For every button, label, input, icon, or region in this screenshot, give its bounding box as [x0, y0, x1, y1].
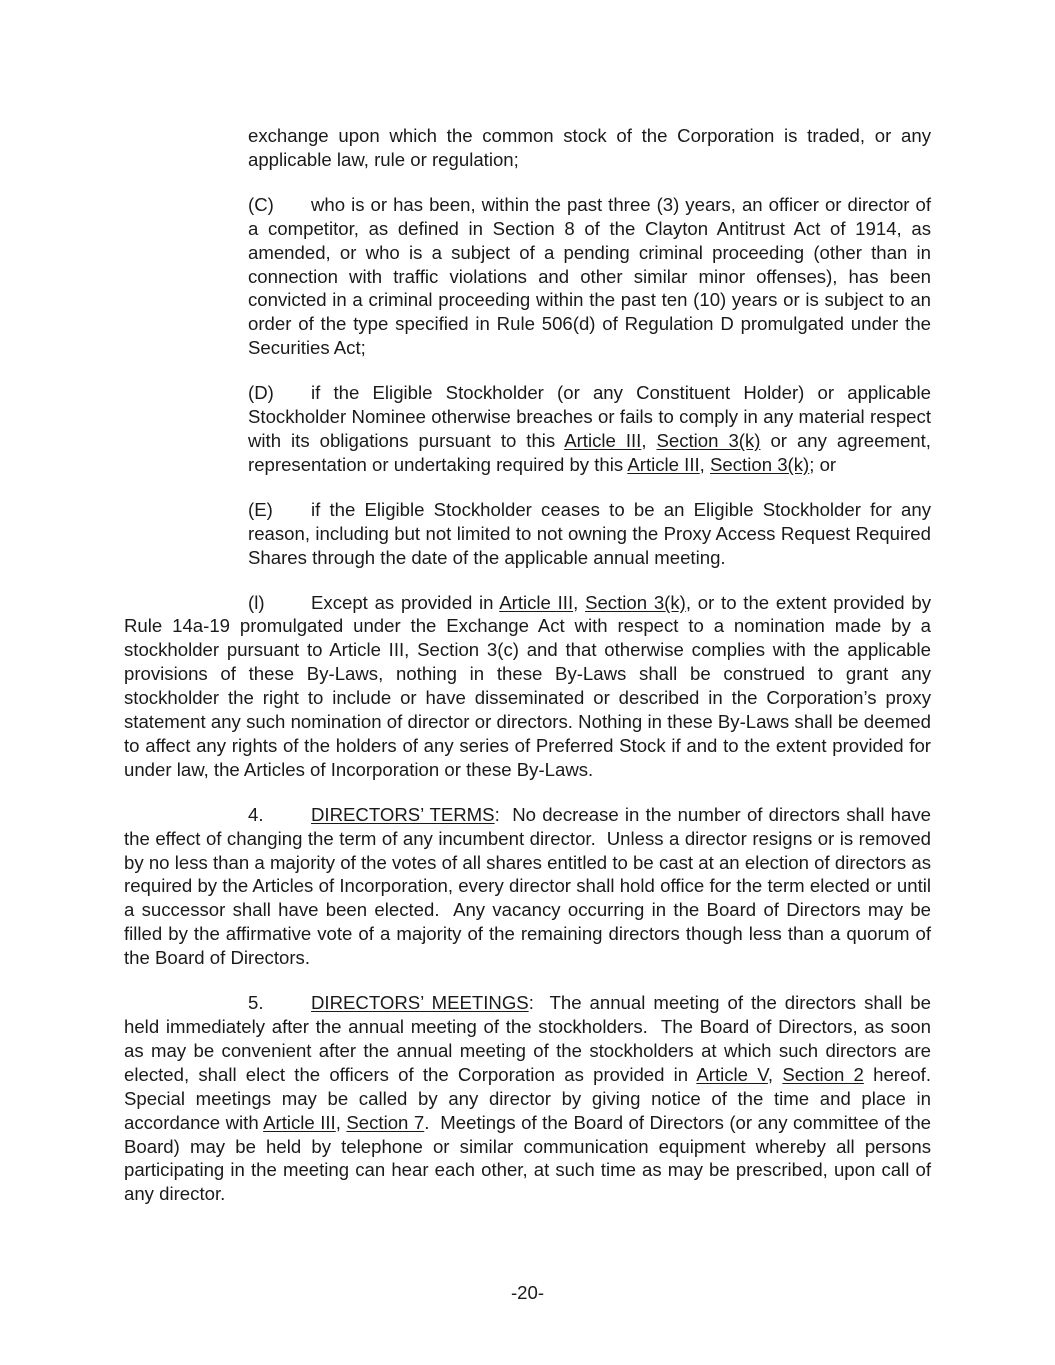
section-4-heading: DIRECTORS’ TERMS: [311, 803, 495, 825]
item-c-text: who is or has been, within the past three (3) years, an officer or director of a competitor, as defined in Section 8 of the Clayton Antitrust Act of 1914, as amended, or who is a subject of a pending criminal proceeding (other than in connection with traffic violations and other similar minor offenses), has been convicted in a criminal proceeding within the past ten (10) years or is subject to an order of the type specified in Rule 506(d) of Regulation D promulgated under the Securities Act;: [248, 193, 931, 359]
paragraph-section-5: [124, 991, 942, 1206]
item-d-text-1: if the Eligible Stockholder (or any Constituent Holder) or applicable Stockholder Nominee otherwise breaches or fails to comply in any material respect with its obligations pursuant to this: [248, 382, 931, 451]
section-5-number: 5.: [248, 992, 264, 1014]
paragraph-item-l: [124, 591, 931, 782]
item-d-section-ref-2[interactable]: Section 3(k): [710, 453, 810, 475]
paragraph-item-c: [248, 193, 931, 360]
document-body: [124, 124, 942, 1227]
item-d-article-ref-2[interactable]: Article III: [627, 453, 700, 475]
item-l-sep: ,: [573, 591, 586, 613]
item-d-sep-1: ,: [641, 429, 657, 451]
item-l-article-ref[interactable]: Article III: [499, 591, 574, 613]
page-number: -20-: [510, 1282, 545, 1303]
paragraph-section-4: [124, 803, 937, 970]
item-d-sep-2: ,: [699, 453, 711, 475]
item-d-section-ref-1[interactable]: Section 3(k): [656, 429, 761, 451]
item-d-label: (D): [248, 382, 274, 404]
paragraph-item-e: [248, 498, 931, 570]
section-4-number: 4.: [248, 803, 264, 825]
section-4-text: No decrease in the number of directors shall have the effect of changing the term of any incumbent director. Unless a director resigns or is removed by no less than a majority of the votes of all shares entitled to be cast at an election of directors as required by the Articles of Incorporation, every director shall hold office for the term elected or until a successor shall have been elected. Any vacancy occurring in the Board of Directors may be filled by the affirmative vote of a majority of the remaining directors though less than a quorum of the Board of Directors.: [124, 803, 937, 969]
section-5-text-1: The annual meeting of the directors shall be held immediately after the annual meeting of the stockholders. The Board of Directors, as soon as may be convenient after the annual meeting of the stockholders at which such directors are elected, shall elect the officers of the Corporation as provided in: [124, 992, 937, 1085]
paragraph-item-d: [248, 381, 931, 477]
section-5-article-ref-2[interactable]: Article III: [263, 1111, 336, 1133]
item-e-text: if the Eligible Stockholder ceases to be an Eligible Stockholder for any reason, including but not limited to not owning the Proxy Access Request Required Shares through the date of the applicable annual meeting.: [248, 498, 931, 568]
item-d-article-ref-1[interactable]: Article III: [564, 429, 642, 451]
section-5-section-ref-2[interactable]: Section 7: [346, 1111, 425, 1133]
section-5-sep-1: ,: [767, 1063, 783, 1085]
item-l-label: (l): [248, 591, 265, 613]
section-5-article-ref-1[interactable]: Article V: [696, 1063, 768, 1085]
section-5-colon: :: [528, 992, 534, 1014]
item-l-text-1: Except as provided in: [311, 591, 500, 613]
section-5-text-2: hereof. Special meetings may be called by any director by giving notice of the time and place in accordance with: [124, 1063, 942, 1133]
section-5-section-ref-1[interactable]: Section 2: [782, 1063, 864, 1085]
section-4-colon: :: [494, 803, 500, 825]
section-5-text-3: . Meetings of the Board of Directors (or any committee of the Board) may be held by telephone or similar communication equipment whereby all persons participating in the meeting can hear each other, at such time as may be prescribed, upon call of any director.: [124, 1111, 937, 1205]
continuation-text: exchange upon which the common stock of the Corporation is traded, or any applicable law, rule or regulation;: [248, 125, 931, 170]
section-5-heading: DIRECTORS’ MEETINGS: [311, 992, 529, 1014]
item-l-section-ref[interactable]: Section 3(k): [585, 591, 686, 613]
item-l-text-2: , or to the extent provided by Rule 14a-19 promulgated under the Exchange Act with respect to a nomination made by a stockholder pursuant to Article III, Section 3(c) and that otherwise complies with the applicable provisions of these By-Laws, nothing in these By-Laws shall be construed to grant any stockholder the right to include or have disseminated or described in the Corporation’s proxy statement any such nomination of director or directors. Nothing in these By-Laws shall be deemed to affect any rights of the holders of any series of Preferred Stock if and to the extent provided for under law, the Articles of Incorporation or these By-Laws.: [124, 591, 931, 780]
item-d-text-2: or any agreement, representation or undertaking required by this: [248, 429, 931, 475]
paragraph-continuation: [248, 124, 931, 172]
item-d-text-3: ; or: [809, 453, 837, 475]
section-5-sep-2: ,: [335, 1111, 347, 1133]
item-c-label: (C): [248, 193, 274, 215]
item-e-label: (E): [248, 498, 273, 520]
